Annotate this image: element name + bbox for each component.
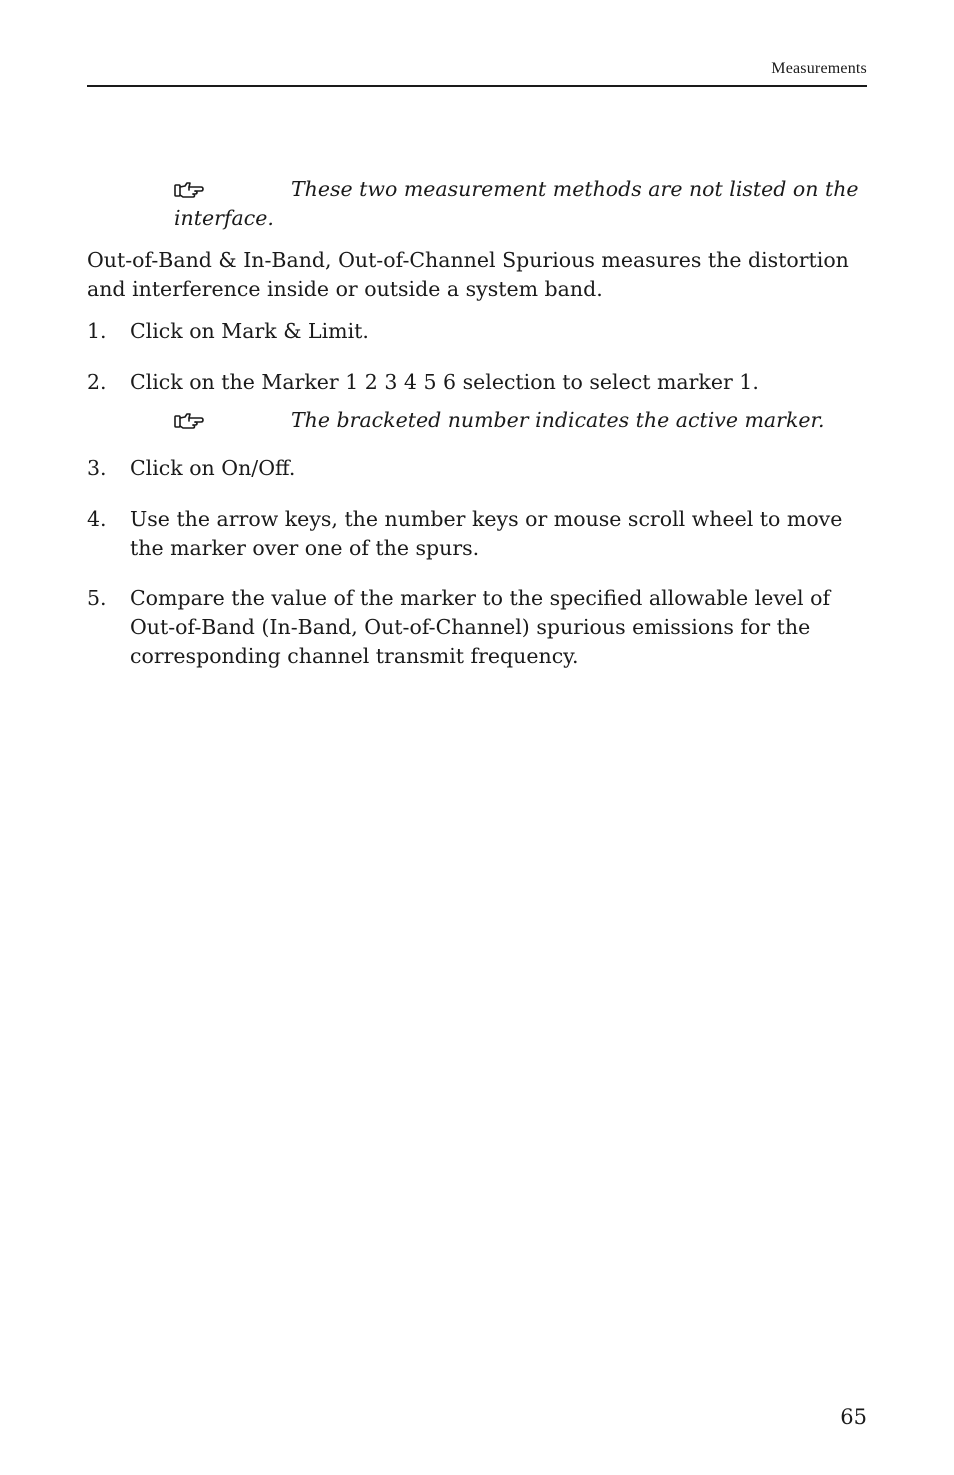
step-2-note-wrap — [87, 406, 867, 435]
intro-paragraph: Out-of-Band & In-Band, Out-of-Channel Spurious measures the distortion and interference inside or outside a system band. — [87, 248, 849, 301]
header-rule — [87, 85, 867, 87]
step-4 — [87, 505, 867, 563]
step-number: 4. — [87, 507, 107, 531]
step-2-note — [174, 406, 867, 435]
step-text: Compare the value of the marker to the specified allowable level of Out-of-Band (In-Band, Out-of-Channel) spurious emissions for the corresponding channel transmit frequency. — [130, 586, 831, 668]
step-number: 3. — [87, 456, 107, 480]
step-list — [87, 317, 867, 671]
step-number: 1. — [87, 319, 107, 343]
step-2 — [87, 368, 867, 397]
step-text: Click on On/Off. — [130, 456, 296, 480]
step-1 — [87, 317, 867, 346]
page-number: 65 — [840, 1405, 867, 1429]
pointing-hand-icon — [174, 175, 204, 204]
intro-note-text: These two measurement methods are not listed on the interface. — [174, 177, 859, 230]
intro-note — [174, 175, 867, 233]
step-5 — [87, 584, 867, 671]
pointing-hand-icon — [174, 406, 204, 435]
page-content — [87, 175, 867, 671]
step-text: Click on Mark & Limit. — [130, 319, 369, 343]
step-text: Click on the Marker 1 2 3 4 5 6 selection to select marker 1. — [130, 370, 759, 394]
step-number: 5. — [87, 586, 107, 610]
step-text: Use the arrow keys, the number keys or mouse scroll wheel to move the marker over one of the spurs. — [130, 507, 843, 560]
step-2-note-text: The bracketed number indicates the active marker. — [291, 408, 825, 432]
step-3 — [87, 454, 867, 483]
running-header: Measurements — [771, 60, 867, 77]
step-number: 2. — [87, 370, 107, 394]
